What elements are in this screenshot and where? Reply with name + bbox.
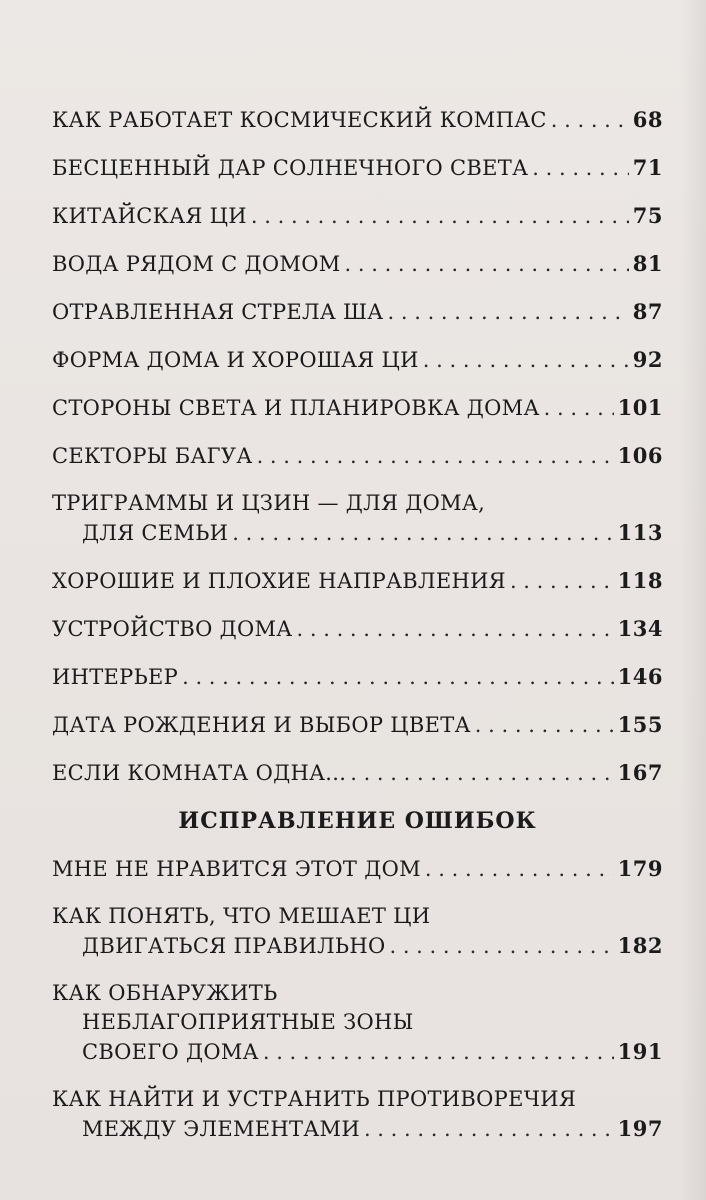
toc-entry-last-line <box>52 566 663 596</box>
page-number: 87 <box>632 299 663 324</box>
toc-entry <box>52 153 663 183</box>
toc-entry-title-line: ВОДА РЯДОМ С ДОМОМ <box>52 252 341 276</box>
toc-group-main <box>52 105 663 788</box>
toc-entry <box>52 105 663 135</box>
toc-entry-title-line: СЕКТОРЫ БАГУА <box>52 444 253 468</box>
toc-entry <box>52 710 663 740</box>
toc-entry-last-line <box>52 153 663 183</box>
page-number: 106 <box>617 443 663 468</box>
toc-entry <box>52 758 663 788</box>
toc-entry-title-line: ДЛЯ СЕМЬИ <box>82 521 229 545</box>
dot-leader <box>182 663 614 692</box>
toc-entry-last-line <box>52 201 663 231</box>
page-number: 191 <box>617 1039 663 1064</box>
toc-entry-title-line: КАК ОБНАРУЖИТЬ <box>52 981 278 1005</box>
toc-entry-title-line: КАК ПОНЯТЬ, ЧТО МЕШАЕТ ЦИ <box>52 904 431 928</box>
toc-entry-title-line: МЕЖДУ ЭЛЕМЕНТАМИ <box>82 1117 360 1141</box>
toc-entry-last-line <box>52 393 663 423</box>
toc-entry-last-line <box>52 297 663 327</box>
dot-leader <box>425 855 614 884</box>
toc-entry-title-line: МНЕ НЕ НРАВИТСЯ ЭТОТ ДОМ <box>52 857 421 881</box>
toc-entry-last-line <box>52 518 663 548</box>
dot-leader <box>297 615 614 644</box>
dot-leader <box>544 394 614 423</box>
toc-entry-title-line: КАК РАБОТАЕТ КОСМИЧЕСКИЙ КОМПАС <box>52 108 547 132</box>
dot-leader <box>388 298 629 327</box>
toc-entry <box>52 979 663 1067</box>
section-heading: ИСПРАВЛЕНИЕ ОШИБОК <box>178 808 537 834</box>
toc-entry <box>52 297 663 327</box>
toc-entry-last-line <box>52 441 663 471</box>
page-number: 155 <box>617 712 663 737</box>
dot-leader <box>551 106 629 135</box>
toc-entry <box>52 393 663 423</box>
toc-entry-title-line: ДВИГАТЬСЯ ПРАВИЛЬНО <box>82 934 386 958</box>
dot-leader <box>257 442 614 471</box>
toc-entry <box>52 201 663 231</box>
toc-entry-title-line: СВОЕГО ДОМА <box>82 1040 259 1064</box>
toc-entry <box>52 662 663 692</box>
page-number: 197 <box>617 1116 663 1141</box>
page-number: 134 <box>617 616 663 641</box>
toc-entry-last-line <box>52 105 663 135</box>
dot-leader <box>389 932 613 961</box>
dot-leader <box>423 346 629 375</box>
page-number: 92 <box>632 347 663 372</box>
toc-entry-last-line <box>52 854 663 884</box>
toc-entry <box>52 345 663 375</box>
page-number: 167 <box>617 760 663 785</box>
toc-entry-title-line: СТОРОНЫ СВЕТА И ПЛАНИРОВКА ДОМА <box>52 396 540 420</box>
dot-leader <box>345 250 629 279</box>
toc-entry-title-line: КИТАЙСКАЯ ЦИ <box>52 204 247 228</box>
toc-entry <box>52 566 663 596</box>
dot-leader <box>532 154 628 183</box>
dot-leader <box>364 1115 614 1144</box>
toc-entry-last-line <box>52 1114 663 1144</box>
toc-entry-title-line: ТРИГРАММЫ И ЦЗИН — ДЛЯ ДОМА, <box>52 491 486 515</box>
toc-entry-title-line: ЕСЛИ КОМНАТА ОДНА... <box>52 761 347 785</box>
toc-entry-title-line: ФОРМА ДОМА И ХОРОШАЯ ЦИ <box>52 348 419 372</box>
page-number: 182 <box>617 933 663 958</box>
toc-entry <box>52 902 663 961</box>
page-number: 68 <box>632 107 663 132</box>
toc-entry <box>52 614 663 644</box>
page-number: 75 <box>632 203 663 228</box>
dot-leader <box>232 519 613 548</box>
toc-entry-last-line <box>52 249 663 279</box>
toc-entry-last-line <box>52 662 663 692</box>
toc-entry-last-line <box>52 345 663 375</box>
toc-entry-title-line: ОТРАВЛЕННАЯ СТРЕЛА ША <box>52 300 384 324</box>
toc-entry <box>52 854 663 884</box>
toc-entry-last-line <box>52 614 663 644</box>
toc-entry <box>52 249 663 279</box>
dot-leader <box>510 567 614 596</box>
toc-entry-title-line: НЕБЛАГОПРИЯТНЫЕ ЗОНЫ <box>82 1010 414 1034</box>
page-number: 113 <box>617 520 663 545</box>
page-number: 118 <box>617 568 663 593</box>
page-number: 81 <box>632 251 663 276</box>
page-number: 101 <box>617 395 663 420</box>
toc-entry-last-line <box>52 931 663 961</box>
toc-entry-title-line: ИНТЕРЬЕР <box>52 665 179 689</box>
page-number: 179 <box>617 856 663 881</box>
toc-entry-title-line: УСТРОЙСТВО ДОМА <box>52 617 293 641</box>
toc-entry <box>52 441 663 471</box>
dot-leader <box>251 202 629 231</box>
dot-leader <box>263 1038 614 1067</box>
toc-entry-title-line: ХОРОШИЕ И ПЛОХИЕ НАПРАВЛЕНИЯ <box>52 569 506 593</box>
dot-leader <box>475 711 614 740</box>
table-of-contents <box>52 105 663 1162</box>
toc-entry-last-line <box>52 1037 663 1067</box>
page-number: 146 <box>617 664 663 689</box>
page-number: 71 <box>632 155 663 180</box>
toc-entry-last-line <box>52 758 663 788</box>
toc-entry <box>52 489 663 548</box>
toc-entry-title-line: БЕСЦЕННЫЙ ДАР СОЛНЕЧНОГО СВЕТА <box>52 156 529 180</box>
toc-group-corrections <box>52 854 663 1144</box>
dot-leader <box>350 759 613 788</box>
toc-entry-title-line: ДАТА РОЖДЕНИЯ И ВЫБОР ЦВЕТА <box>52 713 471 737</box>
toc-entry <box>52 1085 663 1144</box>
toc-entry-title-line: КАК НАЙТИ И УСТРАНИТЬ ПРОТИВОРЕЧИЯ <box>52 1087 577 1111</box>
toc-entry-last-line <box>52 710 663 740</box>
